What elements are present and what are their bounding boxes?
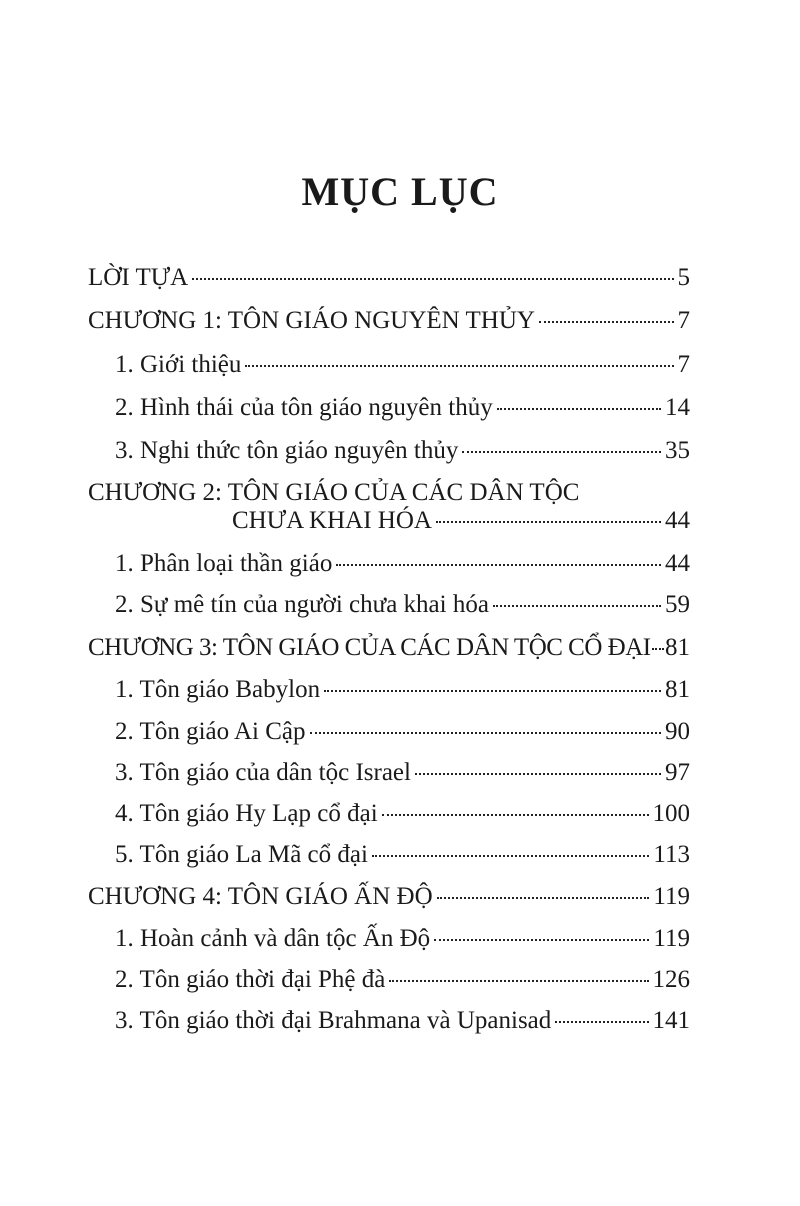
dot-leader <box>539 321 674 323</box>
page-title: MỤC LỤC <box>301 169 499 214</box>
dot-leader <box>310 732 661 734</box>
toc-entry-section[interactable] <box>115 393 690 423</box>
dot-leader <box>437 897 650 899</box>
dot-leader <box>389 980 648 982</box>
toc-entry-page: 90 <box>665 718 690 745</box>
toc-entry-page: 59 <box>665 591 690 618</box>
toc-entry-preface[interactable] <box>88 263 690 293</box>
toc-entry-label: 2. Tôn giáo Ai Cập <box>115 718 306 745</box>
toc-entry-label: 2. Hình thái của tôn giáo nguyên thủy <box>115 394 493 421</box>
dot-leader <box>245 365 673 367</box>
toc-entry-page: 5 <box>677 264 690 291</box>
toc-entry-label: 1. Hoàn cảnh và dân tộc Ấn Độ <box>115 925 431 952</box>
dot-leader <box>555 1021 648 1023</box>
toc-entry-page: 126 <box>652 966 690 993</box>
toc-entry-label: 1. Giới thiệu <box>115 351 242 378</box>
toc-entry-chapter-2-line1[interactable]: CHƯƠNG 2: TÔN GIÁO CỦA CÁC DÂN TỘC <box>88 479 580 506</box>
toc-entry-page: 113 <box>653 841 690 868</box>
toc-entry-section[interactable] <box>115 840 690 870</box>
toc-entry-label: 4. Tôn giáo Hy Lạp cổ đại <box>115 800 378 827</box>
toc-entry-page: 119 <box>653 925 690 952</box>
toc-entry-chapter-1[interactable] <box>88 306 690 336</box>
dot-leader <box>324 690 661 692</box>
toc-entry-label: 2. Tôn giáo thời đại Phệ đà <box>115 966 386 993</box>
toc-entry-page: 7 <box>677 351 690 378</box>
toc-entry-page: 141 <box>652 1007 690 1034</box>
toc-entry-page: 97 <box>665 759 690 786</box>
toc-entry-page: 81 <box>665 676 690 703</box>
toc-entry-chapter-3[interactable] <box>88 633 690 663</box>
dot-leader <box>415 773 661 775</box>
toc-entry-page: 7 <box>677 307 690 334</box>
toc-entry-label: CHƯA KHAI HÓA <box>232 507 432 534</box>
toc-entry-section[interactable] <box>115 717 690 747</box>
toc-entry-page: 119 <box>653 883 690 910</box>
toc-entry-section[interactable] <box>115 350 690 380</box>
toc-entry-section[interactable] <box>115 799 690 829</box>
toc-entry-label: 1. Tôn giáo Babylon <box>115 676 321 703</box>
toc-entry-section[interactable] <box>115 758 690 788</box>
toc-entry-label: CHƯƠNG 1: TÔN GIÁO NGUYÊN THỦY <box>88 307 535 334</box>
toc-entry-page: 35 <box>665 437 690 464</box>
toc-entry-chapter-4[interactable] <box>88 882 690 912</box>
toc-entry-label: 3. Tôn giáo của dân tộc Israel <box>115 759 411 786</box>
toc-entry-section[interactable] <box>115 675 690 705</box>
dot-leader <box>372 855 649 857</box>
dot-leader <box>493 605 661 607</box>
dot-leader <box>436 521 661 523</box>
toc-entry-chapter-2[interactable] <box>232 506 690 536</box>
toc-entry-page: 100 <box>652 800 690 827</box>
toc-entry-label: 3. Tôn giáo thời đại Brahmana và Upanisad <box>115 1007 552 1034</box>
toc-entry-section[interactable] <box>115 590 690 620</box>
toc-entry-section[interactable] <box>115 924 690 954</box>
toc-entry-label: 3. Nghi thức tôn giáo nguyên thủy <box>115 437 459 464</box>
dot-leader <box>192 278 673 280</box>
toc-entry-section[interactable] <box>115 965 690 995</box>
dot-leader <box>497 408 661 410</box>
toc-entry-page: 81 <box>665 634 690 661</box>
toc-entry-page: 44 <box>665 507 690 534</box>
toc-entry-section[interactable] <box>115 436 690 466</box>
toc-entry-section[interactable] <box>115 1006 690 1036</box>
toc-entry-label: 2. Sự mê tín của người chưa khai hóa <box>115 591 489 618</box>
toc-entry-label: CHƯƠNG 4: TÔN GIÁO ẤN ĐỘ <box>88 883 433 910</box>
toc-entry-label: 1. Phân loại thần giáo <box>115 550 333 577</box>
dot-leader <box>336 564 661 566</box>
toc-entry-page: 14 <box>665 394 690 421</box>
toc-entry-page: 44 <box>665 550 690 577</box>
dot-leader <box>462 451 661 453</box>
toc-entry-section[interactable] <box>115 549 690 579</box>
dot-leader <box>382 814 649 816</box>
dot-leader <box>652 648 664 650</box>
toc-entry-label: CHƯƠNG 3: TÔN GIÁO CỦA CÁC DÂN TỘC CỔ ĐẠI <box>88 634 651 661</box>
dot-leader <box>434 939 649 941</box>
toc-entry-label: 5. Tôn giáo La Mã cổ đại <box>115 841 368 868</box>
toc-entry-label: LỜI TỰA <box>88 264 189 291</box>
